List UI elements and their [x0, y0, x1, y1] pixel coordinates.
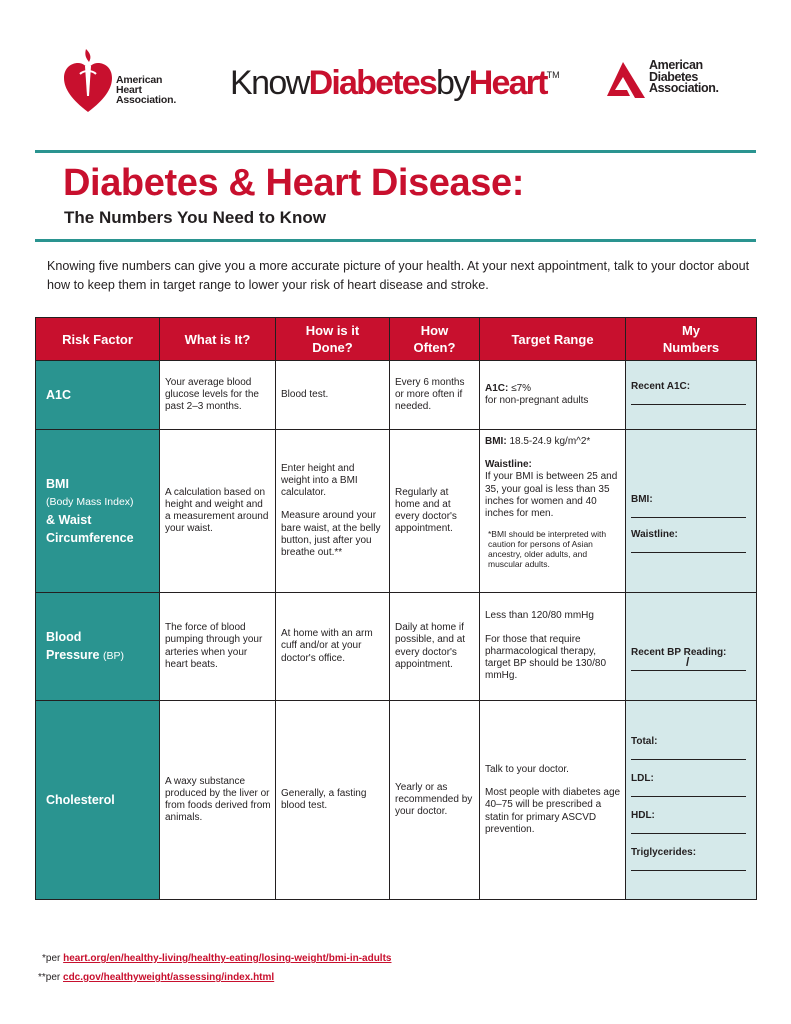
- ada-logo: American Diabetes Association.: [605, 60, 745, 104]
- hdl-label: HDL:: [631, 809, 655, 821]
- know-diabetes-by-heart-logo: KnowDiabetesbyHeart™: [230, 64, 560, 102]
- footnote-waist-source: **per cdc.gov/healthyweight/assessing/index.html: [38, 972, 275, 983]
- table-row-bmi: [36, 430, 757, 593]
- bp-what: The force of blood pumping through your arteries when your heart beats.: [160, 593, 276, 701]
- a1c-how: Blood test.: [276, 361, 390, 430]
- triglycerides-label: Triglycerides:: [631, 846, 697, 858]
- table-row-cholesterol: [36, 701, 757, 900]
- bp-target: Less than 120/80 mmHg For those that require pharmacological therapy, target BP should be 130/80 mmHg.: [480, 593, 626, 701]
- top-divider: [35, 150, 756, 153]
- recent-a1c-label: Recent A1C:: [631, 380, 691, 392]
- factor-bp: Blood Pressure (BP): [36, 593, 160, 701]
- bmi-label: BMI:: [631, 494, 653, 505]
- waistline-label: Waistline:: [631, 529, 678, 540]
- ldl-line[interactable]: [631, 784, 746, 797]
- waistline-line[interactable]: [631, 540, 746, 553]
- total-label: Total:: [631, 735, 658, 747]
- header-risk-factor: Risk Factor: [36, 318, 160, 361]
- chol-often: Yearly or as recommended by your doctor.: [390, 701, 480, 900]
- a1c-target: A1C: ≤7% for non-pregnant adults: [480, 361, 626, 430]
- bmi-line[interactable]: [631, 505, 746, 518]
- heart-torch-icon: [62, 44, 114, 114]
- a1c-what: Your average blood glucose levels for the past 2–3 months.: [160, 361, 276, 430]
- page-title: Diabetes & Heart Disease:: [63, 162, 524, 204]
- chol-target: Talk to your doctor. Most people with diabetes age 40–75 will be prescribed a statin for primary ASCVD prevention.: [480, 701, 626, 900]
- hdl-line[interactable]: [631, 821, 746, 834]
- table-header-row: [36, 318, 757, 361]
- a1c-often: Every 6 months or more often if needed.: [390, 361, 480, 430]
- a1c-my-number: [626, 361, 757, 430]
- bp-often: Daily at home if possible, and at every doctor's appointment.: [390, 593, 480, 701]
- chol-what: A waxy substance produced by the liver or from foods derived from animals.: [160, 701, 276, 900]
- factor-bmi: BMI (Body Mass Index) & Waist Circumference: [36, 430, 160, 593]
- table-row-bp: [36, 593, 757, 701]
- chol-how: Generally, a fasting blood test.: [276, 701, 390, 900]
- table-row-a1c: [36, 361, 757, 430]
- bmi-what: A calculation based on height and weight and a measurement around your waist.: [160, 430, 276, 593]
- chol-my-number: [626, 701, 757, 900]
- header-how-done: How is it Done?: [276, 318, 390, 361]
- bp-my-number: [626, 593, 757, 701]
- factor-cholesterol: Cholesterol: [36, 701, 160, 900]
- total-line[interactable]: [631, 747, 746, 760]
- ldl-label: LDL:: [631, 772, 654, 784]
- header-how-often: How Often?: [390, 318, 480, 361]
- bottom-divider: [35, 239, 756, 242]
- triglycerides-line[interactable]: [631, 858, 746, 871]
- header-target-range: Target Range: [480, 318, 626, 361]
- bmi-my-number: [626, 430, 757, 593]
- footnote-bmi-source: *per heart.org/en/healthy-living/healthy-eating/losing-weight/bmi-in-adults: [42, 953, 392, 964]
- header-what-is-it: What is It?: [160, 318, 276, 361]
- factor-a1c: A1C: [36, 361, 160, 430]
- recent-bp-label: Recent BP Reading:: [631, 647, 727, 658]
- waist-source-link[interactable]: cdc.gov/healthyweight/assessing/index.html: [63, 972, 275, 983]
- intro-paragraph: Knowing five numbers can give you a more accurate picture of your health. At your next appointment, talk to your doctor about how to keep them in target range to lower your risk of heart disease and stroke.: [47, 259, 750, 292]
- recent-a1c-line[interactable]: [631, 392, 746, 405]
- bmi-how: Enter height and weight into a BMI calculator. Measure around your bare waist, at the belly button, just after you breathe out.**: [276, 430, 390, 593]
- bp-how: At home with an arm cuff and/or at your doctor's office.: [276, 593, 390, 701]
- bmi-source-link[interactable]: heart.org/en/healthy-living/healthy-eating/losing-weight/bmi-in-adults: [63, 953, 392, 964]
- risk-factor-table: [35, 317, 757, 900]
- ada-triangle-icon: [605, 60, 647, 100]
- bmi-often: Regularly at home and at every doctor's appointment.: [390, 430, 480, 593]
- recent-bp-line[interactable]: [631, 655, 746, 671]
- header-my-numbers: My Numbers: [626, 318, 757, 361]
- page-subtitle: The Numbers You Need to Know: [64, 208, 326, 227]
- bmi-target: BMI: 18.5-24.9 kg/m^2* Waistline: If your BMI is between 25 and 35, your goal is less than 35 inches for women and 40 inches for men. *BMI should be interpreted with caution for persons of Asian ancestry, older adults, and muscular adults.: [480, 430, 626, 593]
- bp-slash: /: [686, 655, 690, 669]
- aha-logo: American Heart Association.: [62, 44, 192, 114]
